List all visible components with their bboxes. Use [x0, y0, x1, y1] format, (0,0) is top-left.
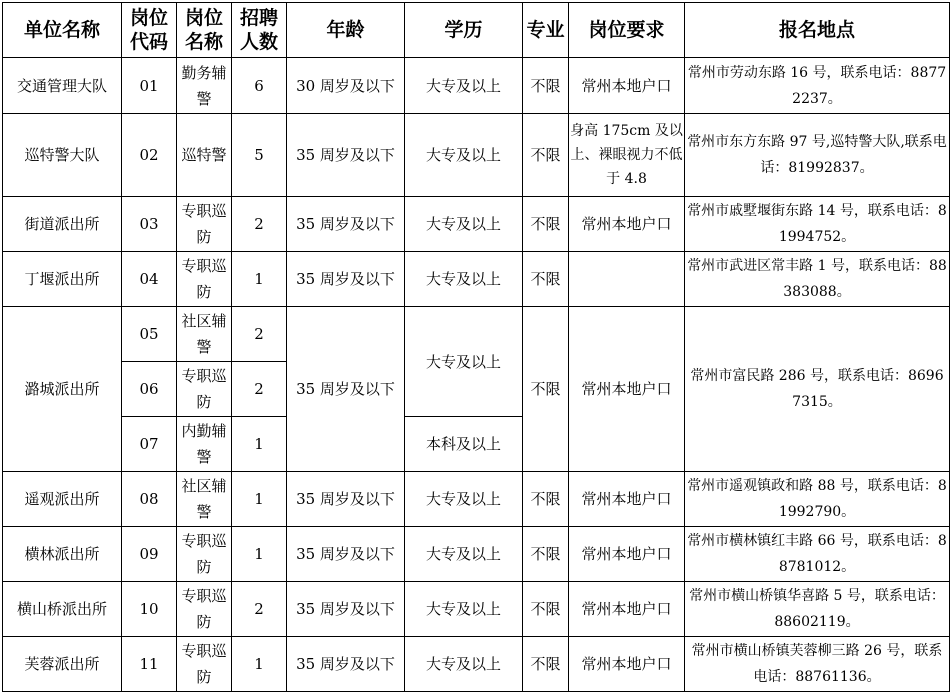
age-cell: 35 周岁及以下: [287, 527, 405, 582]
edu-cell: 大专及以上: [405, 58, 523, 114]
table-row: [3, 637, 950, 692]
count-cell: 2: [232, 197, 287, 252]
count-cell: 1: [232, 417, 287, 472]
count-cell: 5: [232, 114, 287, 197]
unit-cell: 丁堰派出所: [3, 252, 122, 307]
addr-cell: 常州市东方东路 97 号,巡特警大队,联系电话：81992837。: [685, 114, 950, 197]
age-cell: 35 周岁及以下: [287, 582, 405, 637]
major-cell: 不限: [523, 197, 569, 252]
code-cell: 04: [122, 252, 177, 307]
header-req: 岗位要求: [569, 3, 685, 58]
addr-cell: 常州市戚墅堰街东路 14 号，联系电话：81994752。: [685, 197, 950, 252]
count-cell: 1: [232, 252, 287, 307]
edu-cell: 大专及以上: [405, 527, 523, 582]
code-cell: 06: [122, 362, 177, 417]
req-cell: 常州本地户口: [569, 58, 685, 114]
major-cell: 不限: [523, 252, 569, 307]
age-cell: 35 周岁及以下: [287, 637, 405, 692]
code-cell: 11: [122, 637, 177, 692]
edu-cell: 大专及以上: [405, 637, 523, 692]
req-cell: 常州本地户口: [569, 197, 685, 252]
code-cell: 02: [122, 114, 177, 197]
header-row: [3, 3, 950, 58]
addr-cell: 常州市遥观镇政和路 88 号，联系电话：81992790。: [685, 472, 950, 527]
major-cell: 不限: [523, 472, 569, 527]
post-cell: 社区辅警: [177, 307, 232, 362]
count-cell: 2: [232, 307, 287, 362]
major-cell: 不限: [523, 582, 569, 637]
post-cell: 专职巡防: [177, 362, 232, 417]
count-cell: 1: [232, 472, 287, 527]
edu-cell: 大专及以上: [405, 472, 523, 527]
major-cell: 不限: [523, 637, 569, 692]
count-cell: 1: [232, 527, 287, 582]
count-cell: 6: [232, 58, 287, 114]
post-cell: 专职巡防: [177, 197, 232, 252]
code-cell: 07: [122, 417, 177, 472]
edu-cell: 大专及以上: [405, 197, 523, 252]
count-cell: 1: [232, 637, 287, 692]
code-cell: 08: [122, 472, 177, 527]
code-cell: 09: [122, 527, 177, 582]
age-cell: 35 周岁及以下: [287, 197, 405, 252]
unit-cell: 潞城派出所: [3, 307, 122, 472]
table-row: [3, 114, 950, 197]
table-row: [3, 252, 950, 307]
header-major: 专业: [523, 3, 569, 58]
header-code: 岗位代码: [122, 3, 177, 58]
req-cell: 常州本地户口: [569, 307, 685, 472]
age-cell: 35 周岁及以下: [287, 252, 405, 307]
age-cell: 30 周岁及以下: [287, 58, 405, 114]
major-cell: 不限: [523, 527, 569, 582]
post-cell: 巡特警: [177, 114, 232, 197]
post-cell: 专职巡防: [177, 582, 232, 637]
post-cell: 勤务辅警: [177, 58, 232, 114]
addr-cell: 常州市劳动东路 16 号，联系电话：88772237。: [685, 58, 950, 114]
post-cell: 专职巡防: [177, 527, 232, 582]
table-row: [3, 58, 950, 114]
table-row: [3, 307, 950, 362]
unit-cell: 横林派出所: [3, 527, 122, 582]
req-cell: 常州本地户口: [569, 527, 685, 582]
req-cell: 常州本地户口: [569, 472, 685, 527]
code-cell: 03: [122, 197, 177, 252]
code-cell: 10: [122, 582, 177, 637]
req-cell: 常州本地户口: [569, 637, 685, 692]
addr-cell: 常州市横山桥镇芙蓉柳三路 26 号，联系电话：88761136。: [685, 637, 950, 692]
recruitment-table: [2, 2, 950, 692]
code-cell: 01: [122, 58, 177, 114]
post-cell: 社区辅警: [177, 472, 232, 527]
req-cell: 常州本地户口: [569, 582, 685, 637]
addr-cell: 常州市富民路 286 号，联系电话：86967315。: [685, 307, 950, 472]
age-cell: 35 周岁及以下: [287, 114, 405, 197]
unit-cell: 横山桥派出所: [3, 582, 122, 637]
header-edu: 学历: [405, 3, 523, 58]
unit-cell: 巡特警大队: [3, 114, 122, 197]
header-post: 岗位名称: [177, 3, 232, 58]
edu-cell: 本科及以上: [405, 417, 523, 472]
post-cell: 专职巡防: [177, 637, 232, 692]
header-count: 招聘人数: [232, 3, 287, 58]
req-cell: [569, 252, 685, 307]
table-row: [3, 197, 950, 252]
unit-cell: 遥观派出所: [3, 472, 122, 527]
major-cell: 不限: [523, 307, 569, 472]
count-cell: 2: [232, 582, 287, 637]
header-age: 年龄: [287, 3, 405, 58]
age-cell: 35 周岁及以下: [287, 472, 405, 527]
major-cell: 不限: [523, 114, 569, 197]
header-addr: 报名地点: [685, 3, 950, 58]
post-cell: 内勤辅警: [177, 417, 232, 472]
code-cell: 05: [122, 307, 177, 362]
addr-cell: 常州市横山桥镇华喜路 5 号，联系电话：88602119。: [685, 582, 950, 637]
edu-cell: 大专及以上: [405, 114, 523, 197]
major-cell: 不限: [523, 58, 569, 114]
table-row: [3, 582, 950, 637]
req-cell: 身高 175cm 及以上、裸眼视力不低于 4.8: [569, 114, 685, 197]
addr-cell: 常州市武进区常丰路 1 号，联系电话：88383088。: [685, 252, 950, 307]
edu-cell: 大专及以上: [405, 307, 523, 417]
edu-cell: 大专及以上: [405, 582, 523, 637]
table-row: [3, 527, 950, 582]
count-cell: 2: [232, 362, 287, 417]
table-row: [3, 472, 950, 527]
edu-cell: 大专及以上: [405, 252, 523, 307]
header-unit: 单位名称: [3, 3, 122, 58]
post-cell: 专职巡防: [177, 252, 232, 307]
unit-cell: 交通管理大队: [3, 58, 122, 114]
unit-cell: 街道派出所: [3, 197, 122, 252]
unit-cell: 芙蓉派出所: [3, 637, 122, 692]
age-cell: 35 周岁及以下: [287, 307, 405, 472]
addr-cell: 常州市横林镇红丰路 66 号，联系电话：88781012。: [685, 527, 950, 582]
